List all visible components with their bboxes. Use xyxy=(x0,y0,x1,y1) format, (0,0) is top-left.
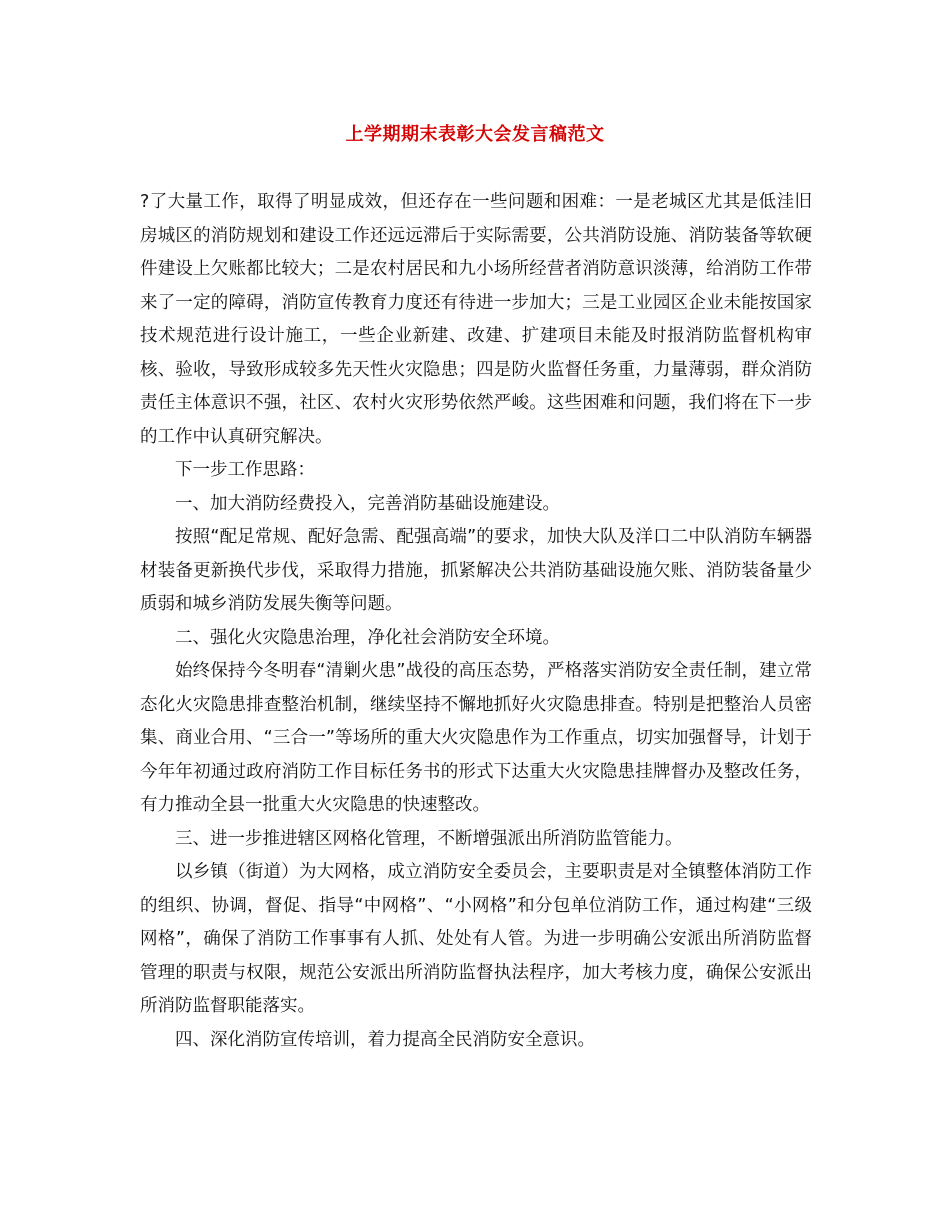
document-body xyxy=(140,186,812,1057)
document-title: 上学期期末表彰大会发言稿范文 xyxy=(345,124,605,145)
paragraph: 下一步工作思路： xyxy=(175,460,315,480)
section-heading: 一、加大消防经费投入，完善消防基础设施建设。 xyxy=(175,493,560,514)
section-heading: 三、进一步推进辖区网格化管理，不断增强派出所消防监管能力。 xyxy=(175,828,683,849)
paragraph: 始终保持今冬明春“清剿火患”战役的高压态势，严格落实消防安全责任制，建立常态化火灾隐患排查整治机制，继续坚持不懈地抓好火灾隐患排查。特别是把整治人员密集、商业合用、“三合一”等场所的重大火灾隐患作为工作重点，切实加强督导，计划于今年年初通过政府消防工作目标任务书的形式下达重大火灾隐患挂牌督办及整改任务，有力推动全县一批重大火灾隐患的快速整改。 xyxy=(140,661,812,815)
paragraph: ?了大量工作，取得了明显成效，但还存在一些问题和困难：一是老城区尤其是低洼旧房城区的消防规划和建设工作还远远滞后于实际需要，公共消防设施、消防装备等软硬件建设上欠账都比较大；二是农村居民和九小场所经营者消防意识淡薄，给消防工作带来了一定的障碍，消防宣传教育力度还有待进一步加大；三是工业园区企业未能按国家技术规范进行设计施工，一些企业新建、改建、扩建项目未能及时报消防监督机构审核、验收，导致形成较多先天性火灾隐患；四是防火监督任务重，力量薄弱，群众消防责任主体意识不强，社区、农村火灾形势依然严峻。这些困难和问题，我们将在下一步的工作中认真研究解决。 xyxy=(140,192,812,447)
section-heading: 四、深化消防宣传培训，着力提高全民消防安全意识。 xyxy=(175,1029,595,1050)
section-heading: 二、强化火灾隐患治理，净化社会消防安全环境。 xyxy=(175,627,560,648)
paragraph: 以乡镇（街道）为大网格，成立消防安全委员会，主要职责是对全镇整体消防工作的组织、协调，督促、指导“中网格”、“小网格”和分包单位消防工作，通过构建“三级网格”，确保了消防工作事事有人抓、处处有人管。为进一步明确公安派出所消防监督管理的职责与权限，规范公安派出所消防监督执法程序，加大考核力度，确保公安派出所消防监督职能落实。 xyxy=(140,862,812,1016)
paragraph: 按照“配足常规、配好急需、配强高端”的要求，加快大队及洋口二中队消防车辆器材装备更新换代步伐，采取得力措施，抓紧解决公共消防基础设施欠账、消防装备量少质弱和城乡消防发展失衡等问题。 xyxy=(140,527,812,614)
